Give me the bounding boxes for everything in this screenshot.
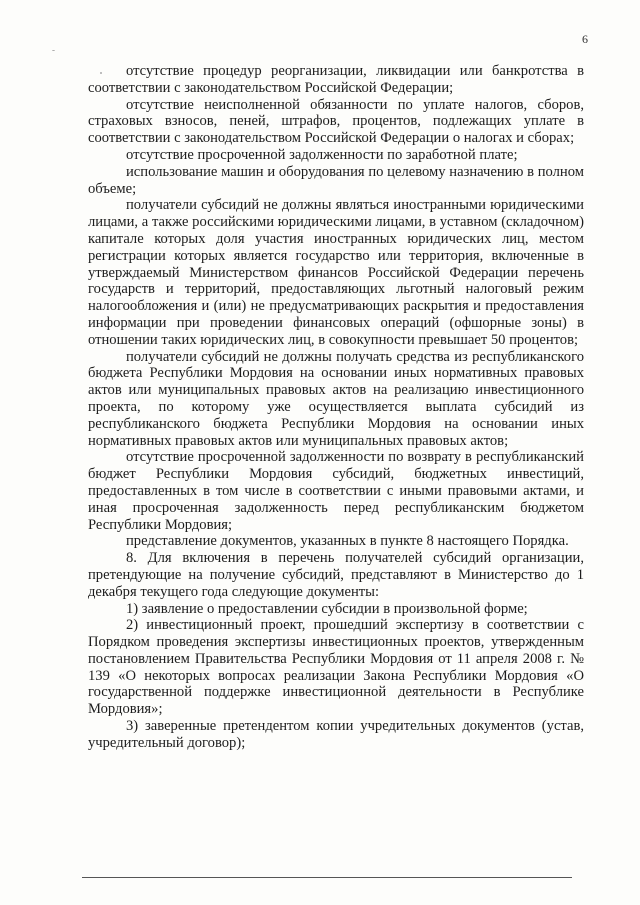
document-body	[88, 63, 584, 752]
paragraph: отсутствие просроченной задолженности по заработной плате;	[126, 146, 518, 163]
paragraph: получатели субсидий не должны являться иностранными юридическими лицами, а также российскими юридическими лицами, в уставном (складочном) капитале которых доля участия иностранных юридических лиц, местом регистрации которых является государство или территория, включенные в утверждаемый Министерством финансов Российской Федерации перечень государств и территорий, предоставляющих льготный налоговый режим налогообложения и (или) не предусматривающих раскрытия и предоставления информации при проведении финансовых операций (офшорные зоны) в отношении таких юридических лиц, в совокупности превышает 50 процентов;	[88, 197, 584, 348]
paragraph: отсутствие просроченной задолженности по возврату в республиканский бюджет Республики Мордовия субсидий, бюджетных инвестиций, предоставленных в том числе в соответствии с иными правовыми актами, и иная просроченная задолженность перед республиканским бюджетом Республики Мордовия;	[88, 449, 584, 533]
paragraph: получатели субсидий не должны получать средства из республиканского бюджета Республики Мордовия на основании иных нормативных правовых актов или муниципальных правовых актов на реализацию инвестиционного проекта, по которому уже осуществляется выплата субсидий из республиканского бюджета Республики Мордовия на основании иных нормативных правовых актов или муниципальных правовых актов;	[88, 348, 584, 449]
footer-rule	[82, 877, 572, 878]
paragraph: 3) заверенные претендентом копии учредительных документов (устав, учредительный договор);	[88, 718, 584, 751]
paragraph: отсутствие неисполненной обязанности по уплате налогов, сборов, страховых взносов, пеней, штрафов, процентов, подлежащих уплате в соответствии с законодательством Российской Федерации о налогах и сборах;	[88, 96, 584, 147]
scan-speck	[52, 50, 55, 51]
page-number: 6	[582, 32, 588, 46]
paragraph: 1) заявление о предоставлении субсидии в произвольной форме;	[126, 600, 528, 617]
paragraph: представление документов, указанных в пункте 8 настоящего Порядка.	[126, 533, 569, 550]
paragraph: использование машин и оборудования по целевому назначению в полном объеме;	[88, 163, 584, 197]
paragraph: 8. Для включения в перечень получателей субсидий организации, претендующие на получение субсидий, представляют в Министерство до 1 декабря текущего года следующие документы:	[88, 550, 584, 600]
paragraph: отсутствие процедур реорганизации, ликвидации или банкротства в соответствии с законодательством Российской Федерации;	[88, 63, 584, 96]
paragraph: 2) инвестиционный проект, прошедший экспертизу в соответствии с Порядком проведения экспертизы инвестиционных проектов, утвержденным постановлением Правительства Республики Мордовия от 11 апреля 2008 г. № 139 «О некоторых вопросах реализации Закона Республики Мордовия «О государственной поддержке инвестиционной деятельности в Республике Мордовия»;	[88, 617, 584, 718]
